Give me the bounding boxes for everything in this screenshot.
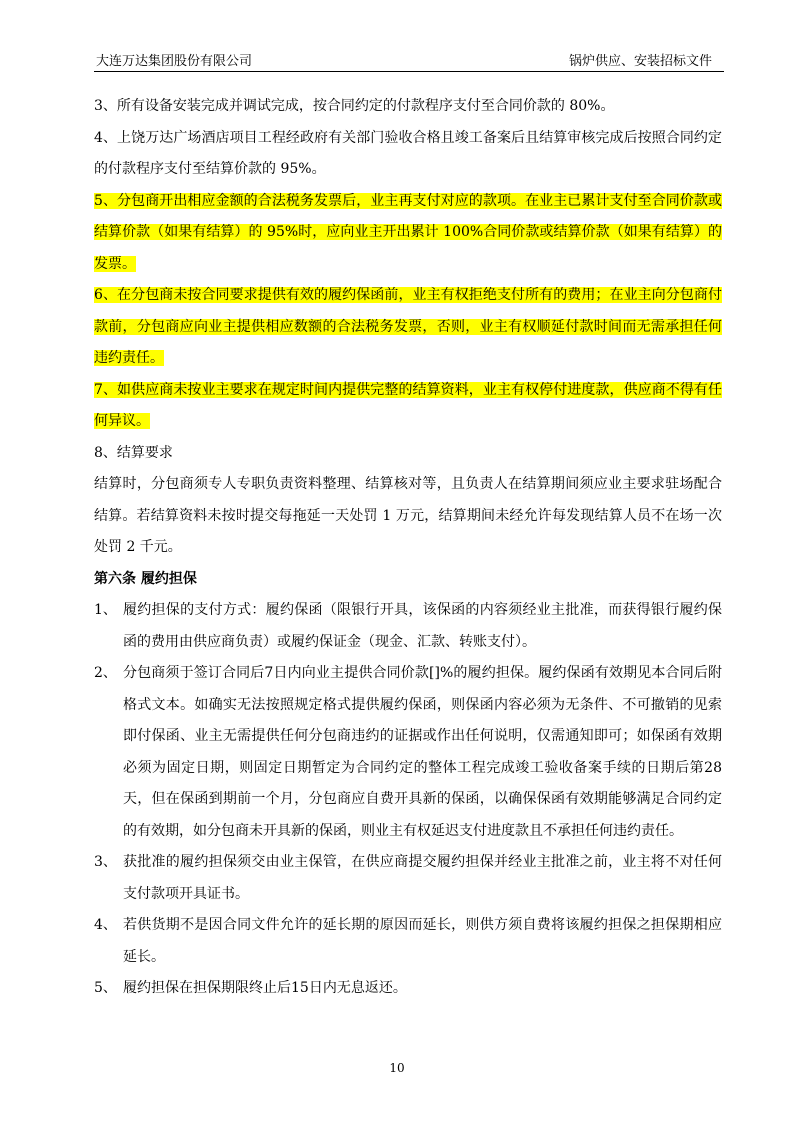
list-item bbox=[94, 658, 722, 847]
page-body bbox=[94, 91, 722, 1005]
paragraph-text: 3、所有设备安装完成并调试完成，按合同约定的付款程序支付至合同价款的 80%。 bbox=[94, 98, 615, 114]
list-item-text: 若供货期不是因合同文件允许的延长期的原因而延长，则供方须自费将该履约担保之担保期相应延长。 bbox=[123, 917, 722, 965]
paragraph-settlement-body bbox=[94, 469, 722, 564]
list-item bbox=[94, 910, 722, 973]
page-number: 10 bbox=[389, 1061, 405, 1075]
list-item-number: 5、 bbox=[94, 980, 117, 996]
list-item-text: 履约担保的支付方式：履约保函（限银行开具，该保函的内容须经业主批准，而获得银行履约保函的费用由供应商负责）或履约保证金（现金、汇款、转账支付）。 bbox=[123, 602, 722, 650]
paragraph-payment-5 bbox=[94, 186, 722, 281]
highlighted-text: 7、如供应商未按业主要求在规定时间内提供完整的结算资料，业主有权停付进度款，供应商不得有任何异议。 bbox=[94, 381, 722, 429]
paragraph-payment-7 bbox=[94, 375, 722, 438]
paragraph-settlement-title bbox=[94, 438, 722, 470]
section-heading: 第六条 履约担保 bbox=[94, 570, 197, 587]
list-item-text: 履约担保在担保期限终止后15日内无息返还。 bbox=[123, 980, 407, 996]
list-item-number: 3、 bbox=[94, 854, 117, 870]
list-item bbox=[94, 595, 722, 658]
paragraph-text: 4、上饶万达广场酒店项目工程经政府有关部门验收合格且竣工备案后且结算审核完成后按照合同约定的付款程序支付至结算价款的 95%。 bbox=[94, 129, 722, 177]
paragraph-text: 8、结算要求 bbox=[94, 444, 173, 461]
paragraph-payment-6 bbox=[94, 280, 722, 375]
list-item-number: 2、 bbox=[94, 665, 117, 681]
list-item-text: 获批准的履约担保须交由业主保管，在供应商提交履约担保并经业主批准之前，业主将不对任何支付款项开具证书。 bbox=[123, 854, 722, 902]
list-item-number: 1、 bbox=[94, 602, 117, 618]
company-name: 大连万达集团股份有限公司 bbox=[96, 54, 253, 69]
paragraph-text: 结算时，分包商须专人专职负责资料整理、结算核对等，且负责人在结算期间须应业主要求驻场配合结算。若结算资料未按时提交每拖延一天处罚 1 万元，结算期间未经允许每发现结算人员不在场一次处罚 2 千元。 bbox=[94, 476, 722, 555]
paragraph-payment-3 bbox=[94, 91, 722, 123]
highlighted-text: 5、分包商开出相应金额的合法税务发票后，业主再支付对应的款项。在业主已累计支付至合同价款或结算价款（如果有结算）的 95%时，应向业主开出累计 100%合同价款或结算价款（如果有结算）的发票。 bbox=[94, 192, 722, 272]
list-item-text: 分包商须于签订合同后7日内向业主提供合同价款[]%的履约担保。履约保函有效期见本合同后附格式文本。如确实无法按照规定格式提供履约保函，则保函内容必须为无条件、不可撤销的见索即付保函、业主无需提供任何分包商违约的证据或作出任何说明，仅需通知即可；如保函有效期必须为固定日期，则固定日期暂定为合同约定的整体工程完成竣工验收备案手续的日期后第28天，但在保函到期前一个月，分包商应自费开具新的保函，以确保保函有效期能够满足合同约定的有效期，如分包商未开具新的保函，则业主有权延迟支付进度款且不承担任何违约责任。 bbox=[123, 665, 722, 839]
list-item bbox=[94, 973, 722, 1005]
highlighted-text: 6、在分包商未按合同要求提供有效的履约保函前，业主有权拒绝支付所有的费用；在业主向分包商付款前，分包商应向业主提供相应数额的合法税务发票，否则，业主有权顺延付款时间而无需承担任何违约责任。 bbox=[94, 287, 722, 366]
list-item-number: 4、 bbox=[94, 917, 117, 933]
list-item bbox=[94, 847, 722, 910]
document-title: 锅炉供应、安装招标文件 bbox=[568, 54, 712, 69]
paragraph-payment-4 bbox=[94, 123, 722, 186]
page-header bbox=[94, 50, 720, 70]
header-divider bbox=[94, 71, 724, 72]
